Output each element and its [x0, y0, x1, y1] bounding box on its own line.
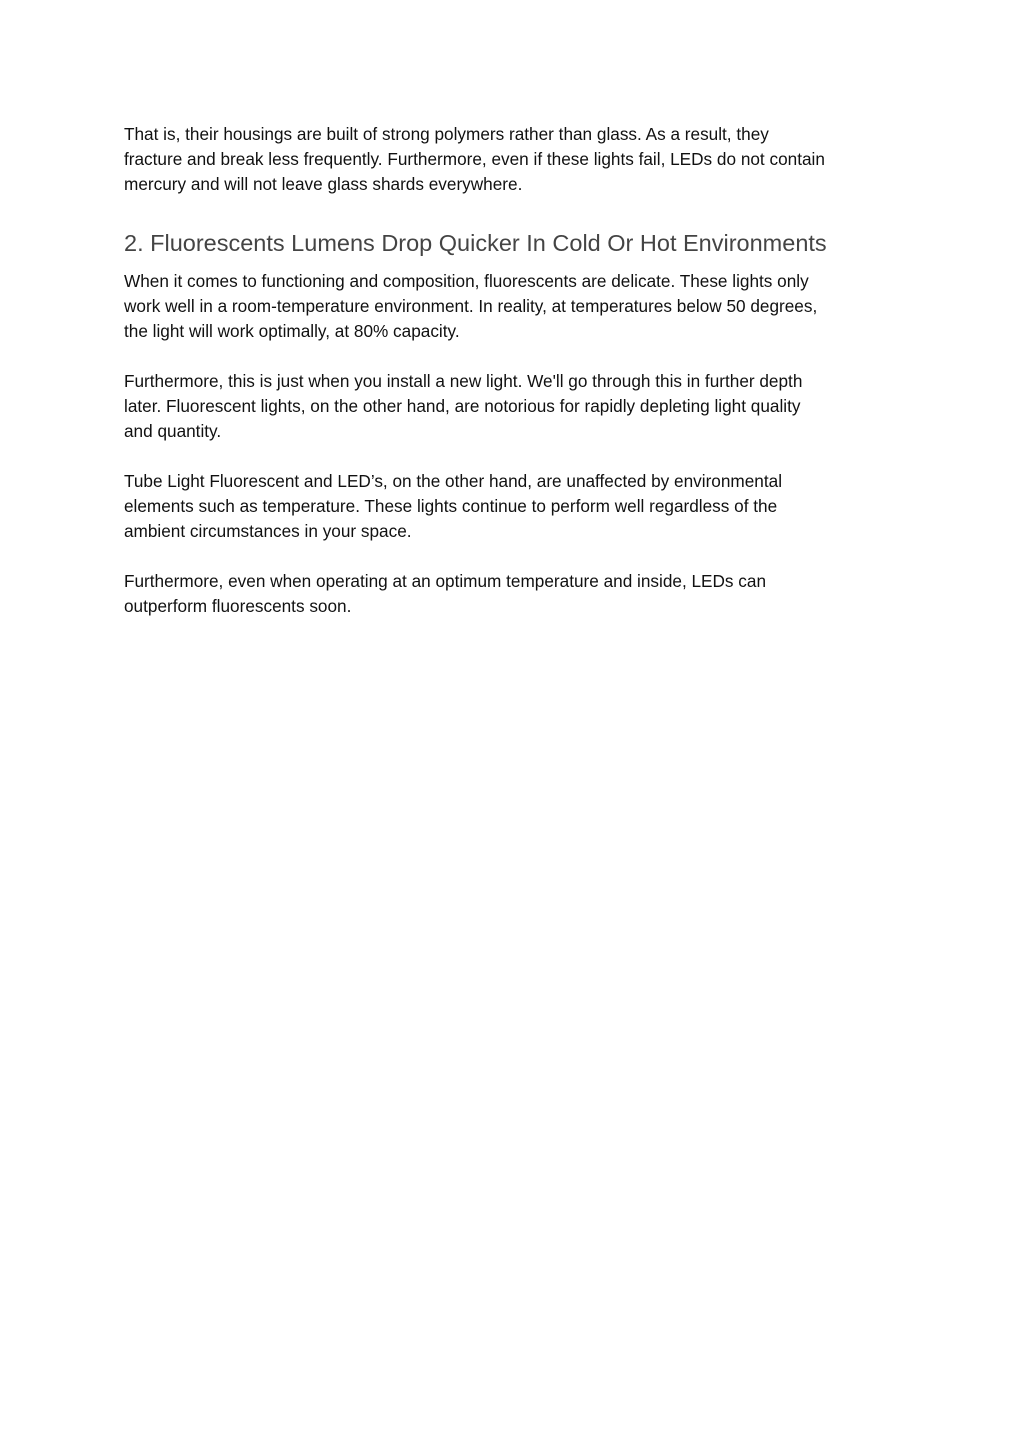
section-paragraph-4: Furthermore, even when operating at an optimum temperature and inside, LEDs can outperform fluorescents soon. — [124, 571, 767, 616]
section-paragraph-3: Tube Light Fluorescent and LED’s, on the other hand, are unaffected by environmental elements such as temperature. These lights continue to perform well regardless of the ambient circumstances in your space. — [124, 471, 783, 541]
section-body — [124, 269, 904, 619]
intro-paragraph: That is, their housings are built of strong polymers rather than glass. As a result, they fracture and break less frequently. Furthermore, even if these lights fail, LEDs do not contain mercury and will not leave glass shards everywhere. — [124, 124, 825, 194]
section-paragraph-2: Furthermore, this is just when you install a new light. We'll go through this in further depth later. Fluorescent lights, on the other hand, are notorious for rapidly depleting light quality and quantity. — [124, 371, 803, 441]
section-heading: 2. Fluorescents Lumens Drop Quicker In Cold Or Hot Environments — [124, 230, 827, 256]
document-page — [124, 122, 904, 619]
section-paragraph-1: When it comes to functioning and composition, fluorescents are delicate. These lights only work well in a room-temperature environment. In reality, at temperatures below 50 degrees, the light will work optimally, at 80% capacity. — [124, 271, 818, 341]
